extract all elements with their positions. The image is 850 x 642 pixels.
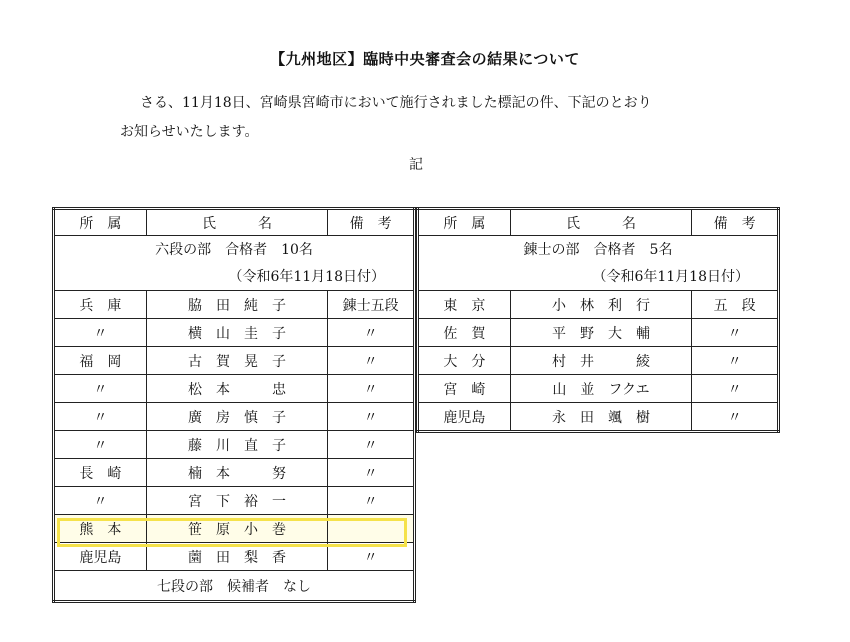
- header-name: 氏 名: [146, 209, 328, 236]
- cell-name: 小 林 利 行: [510, 291, 692, 319]
- cell-name: 平 野 大 輔: [510, 319, 692, 347]
- cell-name: 廣 房 慎 子: [146, 403, 328, 431]
- cell-remarks: 〃: [328, 375, 415, 403]
- cell-remarks: 〃: [692, 347, 779, 375]
- cell-remarks: 錬士五段: [328, 291, 415, 319]
- cell-name: 笹 原 小 巻: [146, 515, 328, 543]
- cell-remarks: 〃: [692, 403, 779, 432]
- table-row: [54, 543, 415, 571]
- page-title: 【九州地区】臨時中央審査会の結果について: [270, 50, 580, 68]
- table-row: [54, 403, 415, 431]
- cell-remarks: 〃: [328, 431, 415, 459]
- table-header-row: [418, 209, 779, 236]
- cell-name: 山 並 フクエ: [510, 375, 692, 403]
- section-title: 錬士の部 合格者 5名: [418, 236, 779, 263]
- table-row: [54, 291, 415, 319]
- section-title: 六段の部 合格者 10名: [54, 236, 415, 263]
- cell-affiliation: 長 崎: [54, 459, 147, 487]
- cell-affiliation: 福 岡: [54, 347, 147, 375]
- cell-remarks: 〃: [328, 403, 415, 431]
- section-date: （令和6年11月18日付）: [54, 262, 415, 291]
- cell-remarks: 〃: [692, 375, 779, 403]
- section-row: [418, 236, 779, 263]
- cell-affiliation: 〃: [54, 403, 147, 431]
- intro-text-line2: お知らせいたします。: [120, 124, 259, 140]
- cell-remarks: 〃: [328, 459, 415, 487]
- section-date-row: [54, 262, 415, 291]
- footer-text: 七段の部 候補者 なし: [54, 571, 415, 602]
- table-row: [54, 375, 415, 403]
- cell-affiliation: 〃: [54, 319, 147, 347]
- cell-affiliation: 〃: [54, 431, 147, 459]
- cell-affiliation: 熊 本: [54, 515, 147, 543]
- table-row: [418, 375, 779, 403]
- cell-name: 永 田 颯 樹: [510, 403, 692, 432]
- table-header-row: [54, 209, 415, 236]
- cell-name: 藤 川 直 子: [146, 431, 328, 459]
- cell-affiliation: 大 分: [418, 347, 511, 375]
- cell-affiliation: 鹿児島: [418, 403, 511, 432]
- header-remarks: 備 考: [692, 209, 779, 236]
- intro-text-line1: さる、11月18日、宮崎県宮崎市において施行されました標記の件、下記のとおり: [140, 95, 652, 111]
- header-remarks: 備 考: [328, 209, 415, 236]
- renshi-results-table: [416, 207, 780, 433]
- table-row: [418, 403, 779, 432]
- table-row: [54, 515, 415, 543]
- cell-name: 村 井 綾: [510, 347, 692, 375]
- cell-remarks: 〃: [328, 319, 415, 347]
- section-date-row: [418, 262, 779, 291]
- table-row: [54, 459, 415, 487]
- cell-remarks: 〃: [692, 319, 779, 347]
- cell-affiliation: 〃: [54, 375, 147, 403]
- cell-affiliation: 東 京: [418, 291, 511, 319]
- rokudan-results-table: [52, 207, 416, 603]
- cell-affiliation: 佐 賀: [418, 319, 511, 347]
- cell-affiliation: 鹿児島: [54, 543, 147, 571]
- cell-name: 横 山 圭 子: [146, 319, 328, 347]
- cell-name: 松 本 忠: [146, 375, 328, 403]
- header-affiliation: 所 属: [54, 209, 147, 236]
- cell-affiliation: 宮 崎: [418, 375, 511, 403]
- header-name: 氏 名: [510, 209, 692, 236]
- table-row: [54, 431, 415, 459]
- table-row: [418, 347, 779, 375]
- footer-row: [54, 571, 415, 602]
- cell-name: 宮 下 裕 一: [146, 487, 328, 515]
- cell-name: 脇 田 純 子: [146, 291, 328, 319]
- section-row: [54, 236, 415, 263]
- cell-remarks: 〃: [328, 347, 415, 375]
- cell-name: 古 賀 晃 子: [146, 347, 328, 375]
- table-row: [418, 291, 779, 319]
- cell-remarks: [328, 515, 415, 543]
- cell-affiliation: 兵 庫: [54, 291, 147, 319]
- cell-affiliation: 〃: [54, 487, 147, 515]
- cell-remarks: 〃: [328, 487, 415, 515]
- header-affiliation: 所 属: [418, 209, 511, 236]
- cell-name: 楠 本 努: [146, 459, 328, 487]
- cell-name: 薗 田 梨 香: [146, 543, 328, 571]
- cell-remarks: 〃: [328, 543, 415, 571]
- cell-remarks: 五 段: [692, 291, 779, 319]
- table-row: [54, 319, 415, 347]
- table-row: [54, 487, 415, 515]
- table-row: [418, 319, 779, 347]
- ki-heading: 記: [409, 157, 423, 173]
- table-row: [54, 347, 415, 375]
- section-date: （令和6年11月18日付）: [418, 262, 779, 291]
